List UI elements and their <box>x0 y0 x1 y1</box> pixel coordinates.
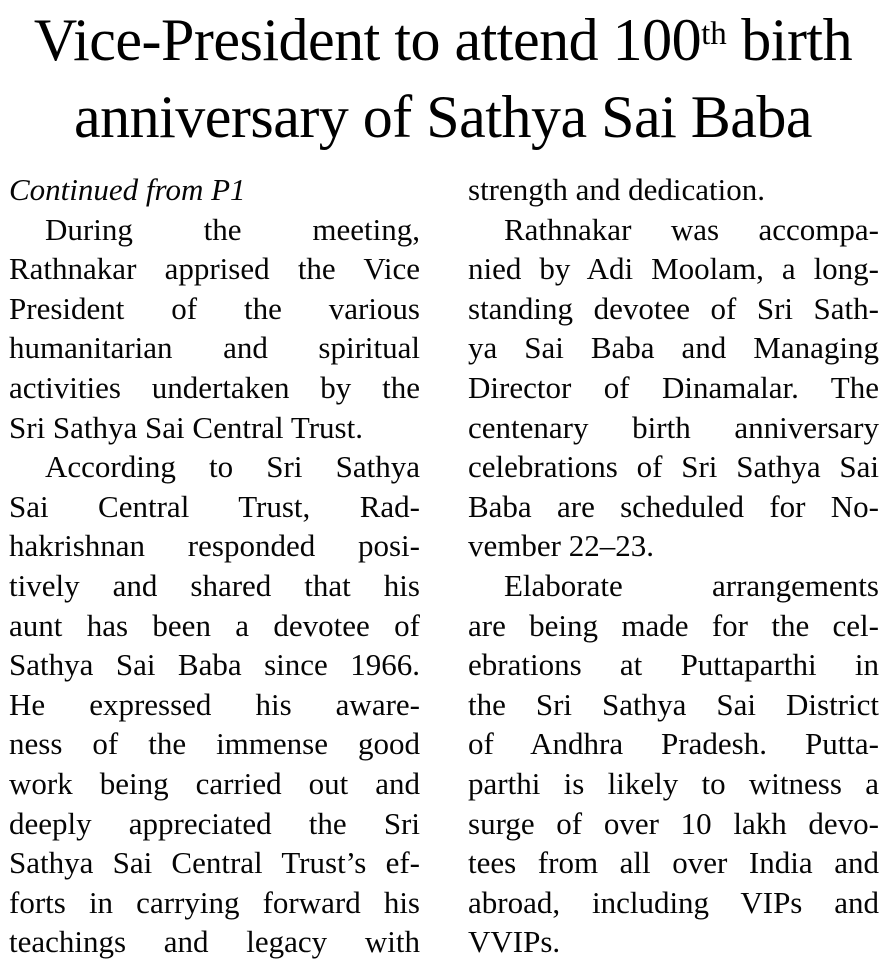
article-text-line: President of the various <box>9 290 420 326</box>
article-text-line: the Sri Sathya Sai District <box>468 686 879 722</box>
article-text-line: ya Sai Baba and Managing <box>468 330 879 366</box>
article-text-line: activities undertaken by the <box>9 369 420 405</box>
article-text-line: teachings and legacy with <box>9 924 420 960</box>
article-text-line: Rathnakar was accompa- <box>504 211 879 247</box>
article-headline <box>0 0 886 156</box>
article-text-line: strength and dedication. <box>468 172 765 207</box>
article-text-line: He expressed his aware- <box>9 686 420 722</box>
article-text-line: Sathya Sai Central Trust’s ef- <box>9 845 420 881</box>
article-text-line: During the meeting, <box>45 211 420 247</box>
headline-line-1-text-after: birth <box>726 7 853 73</box>
article-text-line: ebrations at Puttaparthi in <box>468 647 879 683</box>
article-text-line: According to Sri Sathya <box>45 449 420 485</box>
article-text-line: humanitarian and spiritual <box>9 330 420 366</box>
article-text-line: Sai Central Trust, Rad- <box>9 488 420 524</box>
article-text-line: VVIPs. <box>468 924 561 960</box>
article-text-line: forts in carrying forward his <box>9 884 420 920</box>
article-text-line: Sathya Sai Baba since 1966. <box>9 647 420 683</box>
article-column-right <box>468 170 879 962</box>
article-text-line: work being carried out and <box>9 765 420 801</box>
article-text-line: are being made for the cel- <box>468 607 879 643</box>
article-text-line: nied by Adi Moolam, a long- <box>468 251 879 287</box>
article-text-line: Sri Sathya Sai Central Trust. <box>9 409 363 445</box>
article-text-line: vember 22–23. <box>468 528 654 564</box>
article-text-line: aunt has been a devotee of <box>9 607 420 643</box>
article-text-line: Baba are scheduled for No- <box>468 488 879 524</box>
article-text-line: centenary birth anniversary <box>468 409 879 445</box>
continued-from-note: Continued from P1 <box>9 172 246 207</box>
article-text-line: Rathnakar apprised the Vice <box>9 251 420 287</box>
headline-line-1 <box>4 2 882 79</box>
headline-ordinal-suffix: th <box>701 16 727 53</box>
article-text-line: of Andhra Pradesh. Putta- <box>468 726 879 762</box>
article-text-line: celebrations of Sri Sathya Sai <box>468 449 879 485</box>
article-text-line: tees from all over India and <box>468 845 879 881</box>
article-text-line: surge of over 10 lakh devo- <box>468 805 879 841</box>
article-text-line: Elaborate arrangements <box>504 567 879 603</box>
headline-line-1-text: Vice-President to attend 100 <box>33 7 702 73</box>
article-text-line: abroad, including VIPs and <box>468 884 879 920</box>
article-text-line: ness of the immense good <box>9 726 420 762</box>
article-column-left <box>9 170 420 962</box>
article-text-line: tively and shared that his <box>9 567 420 603</box>
article-body <box>0 170 886 962</box>
article-text-line: deeply appreciated the Sri <box>9 805 420 841</box>
article-text-line: parthi is likely to witness a <box>468 765 879 801</box>
article-text-line: hakrishnan responded posi- <box>9 528 420 564</box>
headline-line-2: anniversary of Sathya Sai Baba <box>73 84 813 150</box>
article-text-line: Director of Dinamalar. The <box>468 369 879 405</box>
article-text-line: standing devotee of Sri Sath- <box>468 290 879 326</box>
